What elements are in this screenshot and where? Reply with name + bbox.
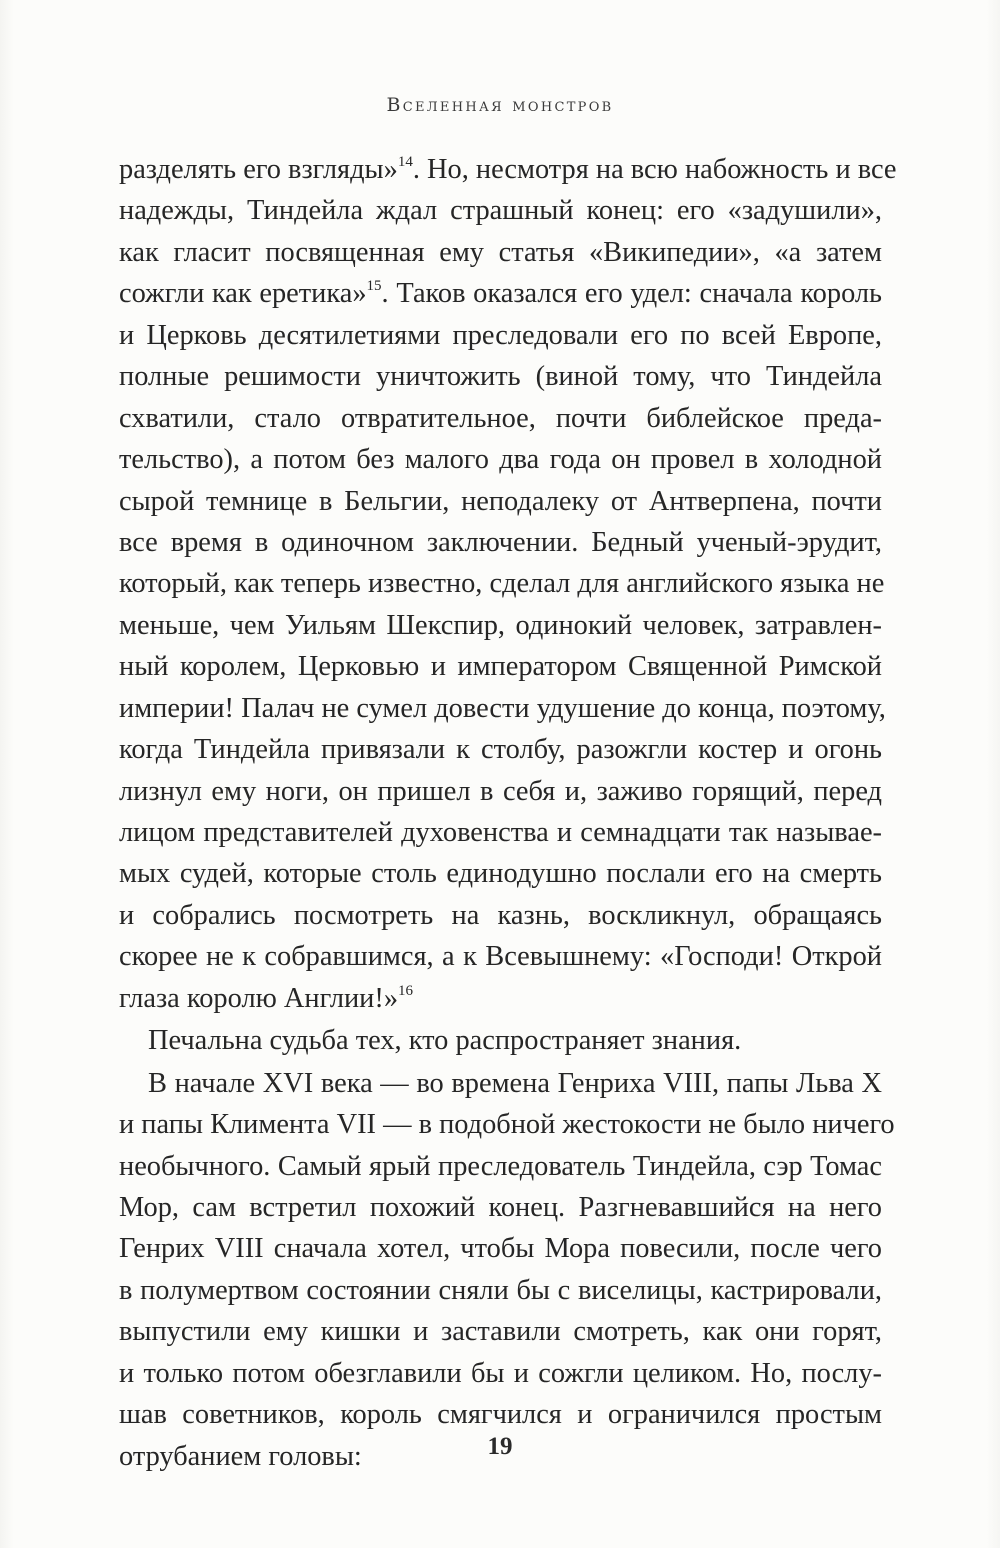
text-line: лизнул ему ноги, он пришел в себя и, заживо горящий, перед [119, 775, 882, 807]
text-line: разделять его взгляды»$^{14}$. Но, несмотря на всю набожность и все [119, 154, 897, 185]
text-line: и только потом обезглавили бы и сожгли целиком. Но, послу- [119, 1357, 882, 1389]
text-line: Генрих VIII сначала хотел, чтобы Мора повесили, после чего [119, 1233, 882, 1265]
text-line: выпустили ему кишки и заставили смотреть, как они горят, [119, 1316, 882, 1348]
footnote-ref-15: 15 [366, 278, 382, 295]
text-line: В начале XVI века — во времена Генриха VIII, папы Льва X [148, 1067, 882, 1099]
text-line: в полумертвом состоянии сняли бы с виселицы, кастрировали, [119, 1274, 882, 1306]
text-line: все время в одиночном заключении. Бедный ученый-эрудит, [119, 526, 882, 558]
paragraph-2 [119, 1020, 882, 1061]
text-line: лицом представителей духовенства и семнадцати так называе- [119, 817, 882, 848]
text-line: полные решимости уничтожить (виной тому, что Тиндейла [119, 361, 882, 393]
text-line: и Церковь десятилетиями преследовали его по всей Европе, [119, 319, 882, 351]
text-line: необычного. Самый ярый преследователь Тиндейла, сэр Томас [119, 1150, 882, 1182]
text-line: схватили, стало отвратительное, почти библейское преда- [119, 402, 882, 434]
text-line: Печальна судьба тех, кто распространяет знания. [148, 1025, 742, 1057]
text-line: мых судей, которые столь единодушно послали его на смерть [119, 858, 882, 890]
paragraph-1 [119, 149, 897, 1019]
text-line: скорее не к собравшимся, а к Всевышнему: «Господи! Открой [119, 941, 882, 973]
text-line: Мор, сам встретил похожий конец. Разгневавшийся на него [119, 1191, 882, 1223]
text-line: ный королем, Церковью и императором Священной Римской [119, 651, 882, 683]
text-line: как гласит посвященная ему статья «Википедии», «а затем [119, 236, 882, 268]
text-line: шав советников, король смягчился и ограничился простым [119, 1399, 882, 1431]
body-text [119, 149, 897, 1477]
page-number: 19 [487, 1433, 513, 1460]
text-line: глаза королю Англии!»$^{16}$ [119, 982, 414, 1014]
text-line: надежды, Тиндейла ждал страшный конец: его «задушили», [119, 195, 882, 227]
text-line: и папы Климента VII — в подобной жестокости не было ничего [119, 1109, 895, 1141]
text-line: меньше, чем Уильям Шекспир, одинокий человек, затравлен- [119, 609, 882, 641]
footnote-ref-16: 16 [398, 982, 414, 999]
text-line: тельство), а потом без малого два года он провел в холодной [119, 444, 882, 476]
text-line: и собрались посмотреть на казнь, воскликнул, обращаясь [119, 899, 882, 931]
running-title: Вселенная монстров [386, 94, 614, 116]
paragraph-3 [119, 1063, 895, 1477]
text-line: отрубанием головы: [119, 1440, 362, 1472]
text-line: когда Тиндейла привязали к столбу, разожгли костер и огонь [119, 734, 882, 766]
text-line: империи! Палач не сумел довести удушение до конца, поэтому, [119, 692, 886, 724]
text-line: сожгли как еретика»$^{15}$. Таков оказался его удел: сначала король [119, 278, 883, 310]
footnote-ref-14: 14 [397, 154, 413, 170]
text-line: сырой темнице в Бельгии, неподалеку от Антверпена, почти [119, 485, 882, 517]
text-line: который, как теперь известно, сделал для английского языка не [119, 568, 885, 600]
